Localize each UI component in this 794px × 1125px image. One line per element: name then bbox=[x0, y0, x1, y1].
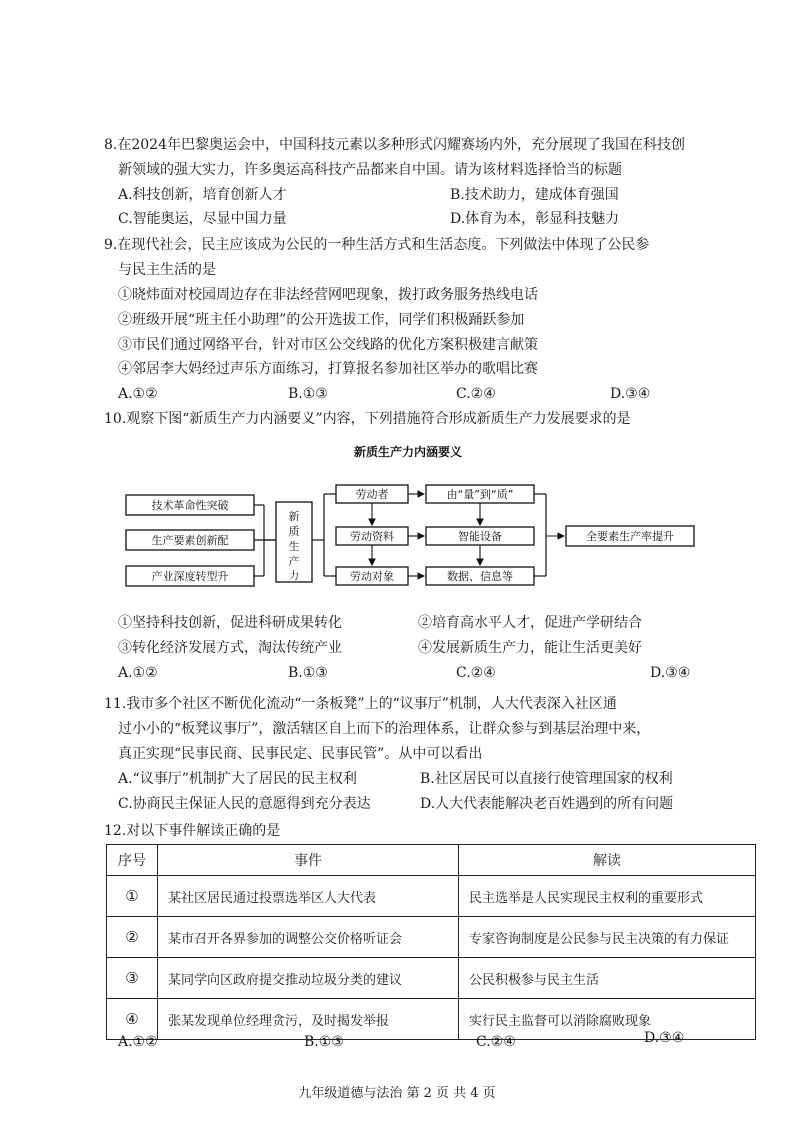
q12-stem: 12.对以下事件解读正确的是 bbox=[104, 823, 281, 839]
q9-stem-line1: 9.在现代社会，民主应该成为公民的一种生活方式和生活态度。下列做法中体现了公民参 bbox=[104, 237, 650, 253]
row-interpretation: 专家咨询制度是公民参与民主决策的有力保证 bbox=[459, 917, 756, 958]
q12-option-c: C.②④ bbox=[476, 1034, 516, 1050]
q8-stem-line2: 新领域的强大实力，许多奥运高科技产品都来自中国。请为该材料选择恰当的标题 bbox=[118, 162, 622, 178]
q10-item-4: ④发展新质生产力，能让生活更美好 bbox=[418, 640, 642, 656]
q9-stem-line2: 与民主生活的是 bbox=[118, 262, 216, 278]
q9-option-a: A.①② bbox=[118, 386, 158, 402]
center-char-4: 产 bbox=[288, 555, 300, 568]
productivity-diagram bbox=[118, 442, 698, 602]
result-box-label: 全要素生产率提升 bbox=[586, 530, 674, 543]
mid-box-2-label: 劳动资料 bbox=[350, 530, 394, 543]
q10-option-c: C.②④ bbox=[456, 665, 496, 681]
left-box-1-label: 技术革命性突破 bbox=[151, 499, 229, 512]
q11-stem-line1: 11.我市多个社区不断优化流动“一条板凳”上的“议事厅”机制，人大代表深入社区通 bbox=[104, 696, 617, 712]
right-box-3-label: 数据、信息等 bbox=[447, 570, 513, 583]
q8-option-a: A.科技创新，培育创新人才 bbox=[118, 187, 287, 203]
header-index: 序号 bbox=[107, 845, 158, 876]
table-header-row bbox=[107, 845, 756, 876]
row-index: ② bbox=[107, 917, 158, 958]
center-char-5: 力 bbox=[289, 571, 299, 582]
table-row bbox=[107, 917, 756, 958]
header-event: 事件 bbox=[158, 845, 459, 876]
q9-option-c: C.②④ bbox=[456, 386, 496, 402]
q8-option-d: D.体育为本，彰显科技魅力 bbox=[450, 211, 620, 227]
center-char-1: 新 bbox=[288, 510, 300, 523]
q11-stem-line3: 真正实现“民事民商、民事民定、民事民管”。从中可以看出 bbox=[118, 746, 483, 762]
q9-item-2: ②班级开展“班主任小助理”的公开选拔工作，同学们积极踊跃参加 bbox=[118, 312, 525, 328]
row-interpretation: 公民积极参与民主生活 bbox=[459, 958, 756, 999]
q12-option-b: B.①③ bbox=[304, 1034, 344, 1050]
q9-item-3: ③市民们通过网络平台，针对市区公交线路的优化方案积极建言献策 bbox=[118, 337, 538, 353]
q11-stem-line2: 过小小的“板凳议事厅”，激活辖区自上而下的治理体系，让群众参与到基层治理中来， bbox=[118, 721, 651, 737]
row-index: ① bbox=[107, 876, 158, 917]
diagram-title: 新质生产力内涵要义 bbox=[353, 445, 463, 459]
right-box-1-label: 由“量”到“质” bbox=[446, 488, 514, 501]
q12-option-d: D.③④ bbox=[644, 1030, 685, 1046]
row-interpretation: 实行民主监督可以消除腐败现象 bbox=[459, 999, 756, 1040]
row-event: 某同学向区政府提交推动垃圾分类的建议 bbox=[158, 958, 459, 999]
q10-item-1: ①坚持科技创新，促进科研成果转化 bbox=[118, 615, 342, 631]
q10-item-2: ②培育高水平人才，促进产学研结合 bbox=[418, 615, 642, 631]
page-footer: 九年级道德与法治 第 2 页 共 4 页 bbox=[298, 1086, 496, 1101]
row-event: 某社区居民通过投票选举区人大代表 bbox=[158, 876, 459, 917]
q9-option-d: D.③④ bbox=[610, 386, 651, 402]
table-row bbox=[107, 958, 756, 999]
q12-option-a: A.①② bbox=[118, 1034, 158, 1050]
row-interpretation: 民主选举是人民实现民主权利的重要形式 bbox=[459, 876, 756, 917]
q10-stem: 10.观察下图“新质生产力内涵要义”内容，下列措施符合形成新质生产力发展要求的是 bbox=[104, 411, 631, 427]
center-char-3: 生 bbox=[288, 540, 300, 553]
header-interpretation: 解读 bbox=[459, 845, 756, 876]
table-row bbox=[107, 876, 756, 917]
q8-stem-line1: 8.在2024年巴黎奥运会中，中国科技元素以多种形式闪耀赛场内外，充分展现了我国在科技创 bbox=[104, 137, 685, 153]
q11-option-d: D.人大代表能解决老百姓遇到的所有问题 bbox=[420, 796, 674, 812]
q10-option-b: B.①③ bbox=[288, 665, 328, 681]
q8-option-c: C.智能奥运，尽显中国力量 bbox=[118, 211, 287, 227]
q8-option-b: B.技术助力，建成体育强国 bbox=[450, 187, 619, 203]
mid-box-1-label: 劳动者 bbox=[355, 488, 389, 501]
row-index: ④ bbox=[107, 999, 158, 1040]
q11-option-a: A.“议事厅”机制扩大了居民的民主权利 bbox=[118, 771, 357, 787]
q9-item-4: ④邻居李大妈经过声乐方面练习，打算报名参加社区举办的歌唱比赛 bbox=[118, 361, 538, 377]
center-char-2: 质 bbox=[288, 525, 300, 538]
q10-item-3: ③转化经济发展方式，淘汰传统产业 bbox=[118, 640, 342, 656]
right-box-2-label: 智能设备 bbox=[458, 530, 502, 543]
row-event: 张某发现单位经理贪污，及时揭发举报 bbox=[158, 999, 459, 1040]
mid-box-3-label: 劳动对象 bbox=[350, 570, 394, 583]
row-index: ③ bbox=[107, 958, 158, 999]
row-event: 某市召开各界参加的调整公交价格听证会 bbox=[158, 917, 459, 958]
left-box-2-label: 生产要素创新配 bbox=[151, 534, 229, 547]
q10-option-d: D.③④ bbox=[650, 665, 691, 681]
q11-option-c: C.协商民主保证人民的意愿得到充分表达 bbox=[118, 796, 371, 812]
q9-item-1: ①晓炜面对校园周边存在非法经营网吧现象，拨打政务服务热线电话 bbox=[118, 287, 538, 303]
q9-option-b: B.①③ bbox=[288, 386, 328, 402]
q11-option-b: B.社区居民可以直接行使管理国家的权利 bbox=[420, 771, 673, 787]
left-box-3-label: 产业深度转型升 bbox=[151, 570, 229, 583]
events-table bbox=[106, 844, 756, 1040]
q10-option-a: A.①② bbox=[118, 665, 158, 681]
